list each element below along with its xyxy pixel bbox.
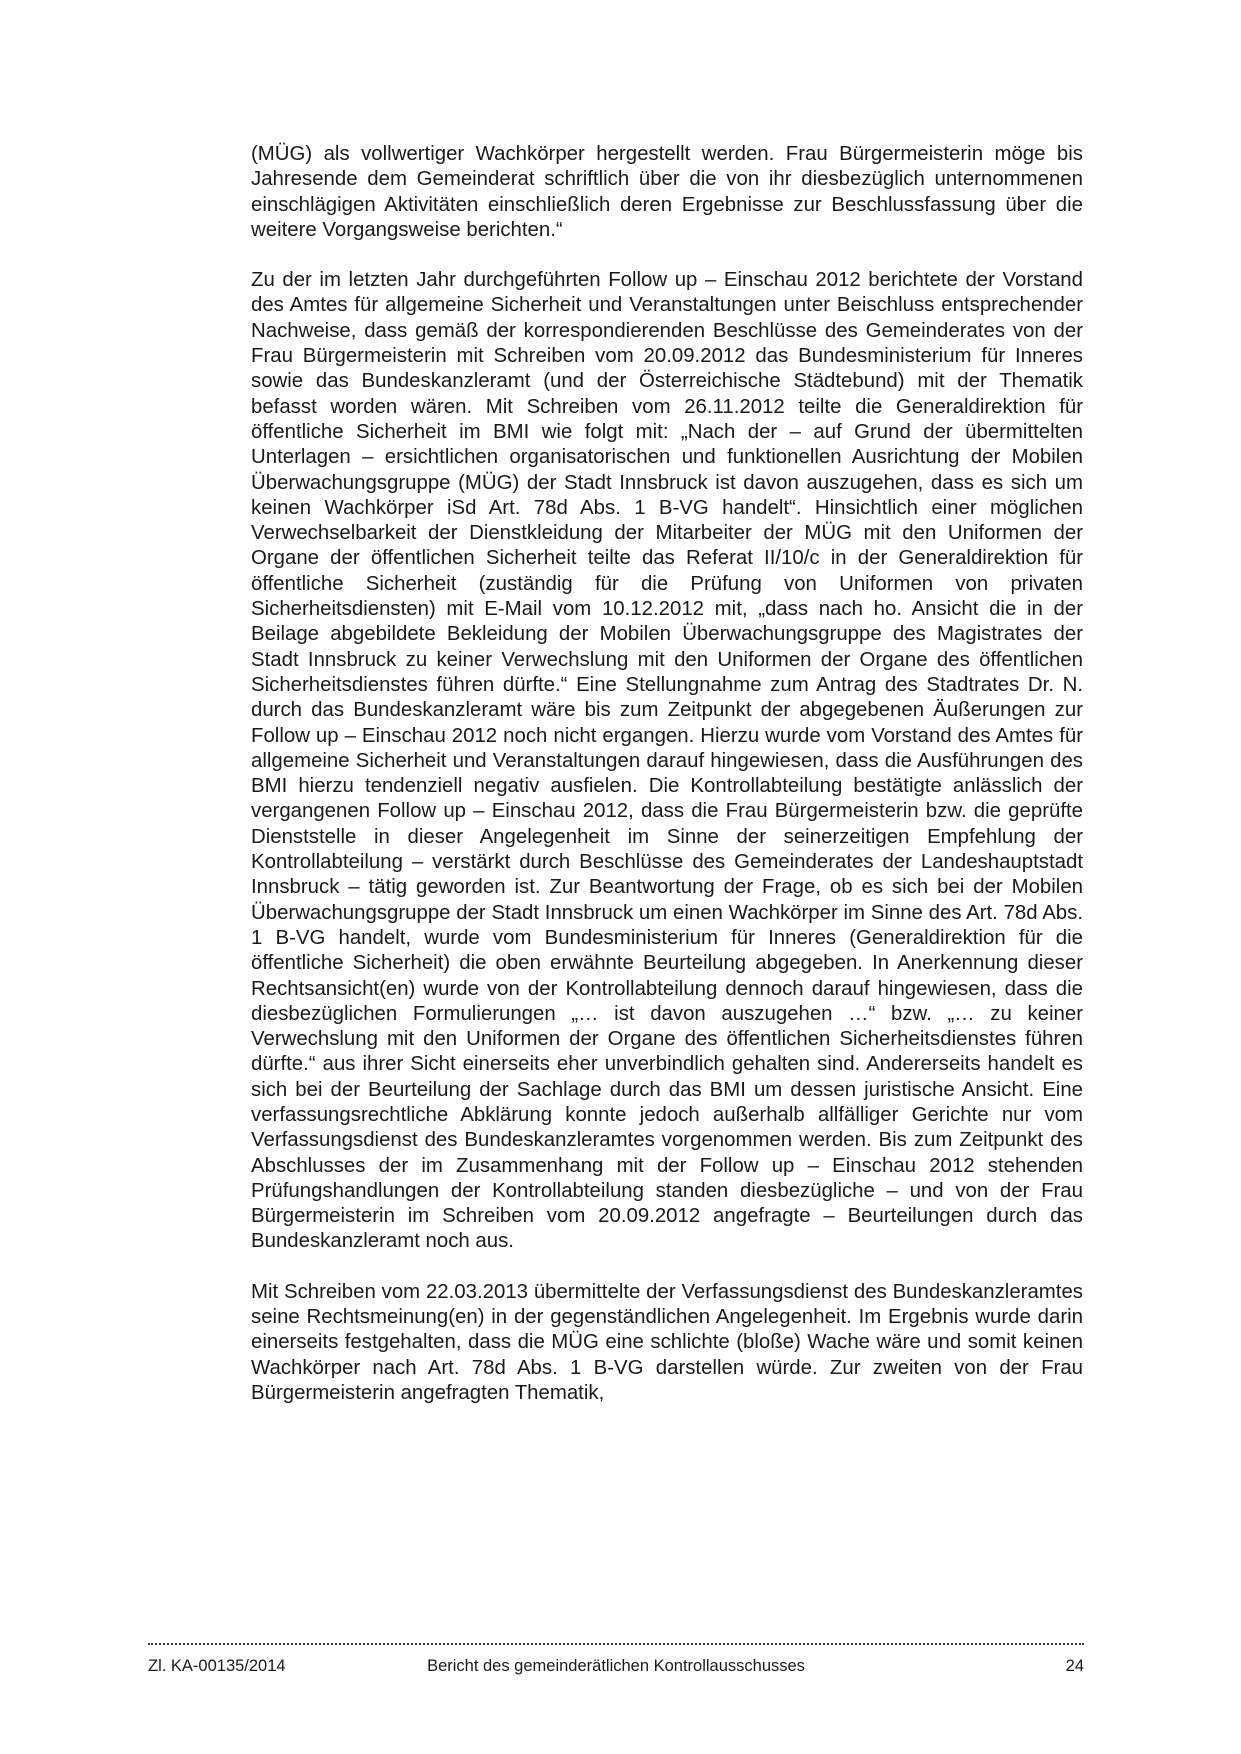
document-reference: Zl. KA-00135/2014	[148, 1657, 286, 1675]
paragraph-1: (MÜG) als vollwertiger Wachkörper hergestellt werden. Frau Bürgermeisterin möge bis Jahresende dem Gemeinderat schriftlich über die von ihr diesbezüglich unternommenen einschlägigen Aktivitäten einschließlich deren Ergebnisse zur Beschlussfassung über die weitere Vorgangsweise berichten.“	[251, 143, 1083, 241]
report-title: Bericht des gemeinderätlichen Kontrollausschusses	[427, 1657, 805, 1675]
paragraph-2: Zu der im letzten Jahr durchgeführten Follow up – Einschau 2012 berichtete der Vorstand des Amtes für allgemeine Sicherheit und Veranstaltungen unter Beischluss entsprechender Nachweise, dass gemäß der korrespondierenden Beschlüsse des Gemeinderates von der Frau Bürgermeisterin mit Schreiben vom 20.09.2012 das Bundesministerium für Inneres sowie das Bundeskanzleramt (und der Österreichische Städtebund) mit der Thematik befasst worden wären. Mit Schreiben vom 26.11.2012 teilte die Generaldirektion für öffentliche Sicherheit im BMI wie folgt mit: „Nach der – auf Grund der übermittelten Unterlagen – ersichtlichen organisatorischen und funktionellen Ausrichtung der Mobilen Überwachungsgruppe (MÜG) der Stadt Innsbruck ist davon auszugehen, dass es sich um keinen Wachkörper iSd Art. 78d Abs. 1 B-VG handelt“. Hinsichtlich einer möglichen Verwechselbarkeit der Dienstkleidung der Mitarbeiter der MÜG mit den Uniformen der Organe der öffentlichen Sicherheit teilte das Referat II/10/c in der Generaldirektion für öffentliche Sicherheit (zuständig für die Prüfung von Uniformen von privaten Sicherheitsdiensten) mit E-Mail vom 10.12.2012 mit, „dass nach ho. Ansicht die in der Beilage abgebildete Bekleidung der Mobilen Überwachungsgruppe des Magistrates der Stadt Innsbruck zu keiner Verwechslung mit den Uniformen der Organe des öffentlichen Sicherheitsdienstes führen dürfte.“ Eine Stellungnahme zum Antrag des Stadtrates Dr. N. durch das Bundeskanzleramt wäre bis zum Zeitpunkt der abgegebenen Äußerungen zur Follow up – Einschau 2012 noch nicht ergangen. Hierzu wurde vom Vorstand des Amtes für allgemeine Sicherheit und Veranstaltungen darauf hingewiesen, dass die Ausführungen des BMI hierzu tendenziell negativ ausfielen. Die Kontrollabteilung bestätigte anlässlich der vergangenen Follow up – Einschau 2012, dass die Frau Bürgermeisterin bzw. die geprüfte Dienststelle in dieser Angelegenheit im Sinne der seinerzeitigen Empfehlung der Kontrollabteilung – verstärkt durch Beschlüsse des Gemeinderates der Landeshauptstadt Innsbruck – tätig geworden ist. Zur Beantwortung der Frage, ob es sich bei der Mobilen Überwachungsgruppe der Stadt Innsbruck um einen Wachkörper im Sinne des Art. 78d Abs. 1 B-VG handelt, wurde vom Bundesministerium für Inneres (Generaldirektion für die öffentliche Sicherheit) die oben erwähnte Beurteilung abgegeben. In Anerkennung dieser Rechtsansicht(en) wurde von der Kontrollabteilung dennoch darauf hingewiesen, dass die diesbezüglichen Formulierungen „… ist davon auszugehen …“ bzw. „… zu keiner Verwechslung mit den Uniformen der Organe des öffentlichen Sicherheitsdienstes führen dürfte.“ aus ihrer Sicht einerseits eher unverbindlich gehalten sind. Andererseits handelt es sich bei der Beurteilung der Sachlage durch das BMI um dessen juristische Ansicht. Eine verfassungsrechtliche Abklärung konnte jedoch außerhalb allfälliger Gerichte nur vom Verfassungsdienst des Bundeskanzleramtes vorgenommen werden. Bis zum Zeitpunkt des Abschlusses der im Zusammenhang mit der Follow up – Einschau 2012 stehenden Prüfungshandlungen der Kontrollabteilung standen diesbezügliche – und von der Frau Bürgermeisterin im Schreiben vom 20.09.2012 angefragte – Beurteilungen durch das Bundeskanzleramt noch aus.	[251, 269, 1083, 1253]
footer-dotted-divider	[148, 1643, 1084, 1645]
page-footer	[148, 1655, 1084, 1679]
page-number: 24	[1065, 1657, 1084, 1675]
report-body	[251, 142, 1083, 1431]
paragraph-3: Mit Schreiben vom 22.03.2013 übermittelte der Verfassungsdienst des Bundeskanzleramtes seine Rechtsmeinung(en) in der gegenständlichen Angelegenheit. Im Ergebnis wurde darin einerseits festgehalten, dass die MÜG eine schlichte (bloße) Wache wäre und somit keinen Wachkörper nach Art. 78d Abs. 1 B-VG darstellen würde. Zur zweiten von der Frau Bürgermeisterin angefragten Thematik,	[251, 1280, 1083, 1404]
